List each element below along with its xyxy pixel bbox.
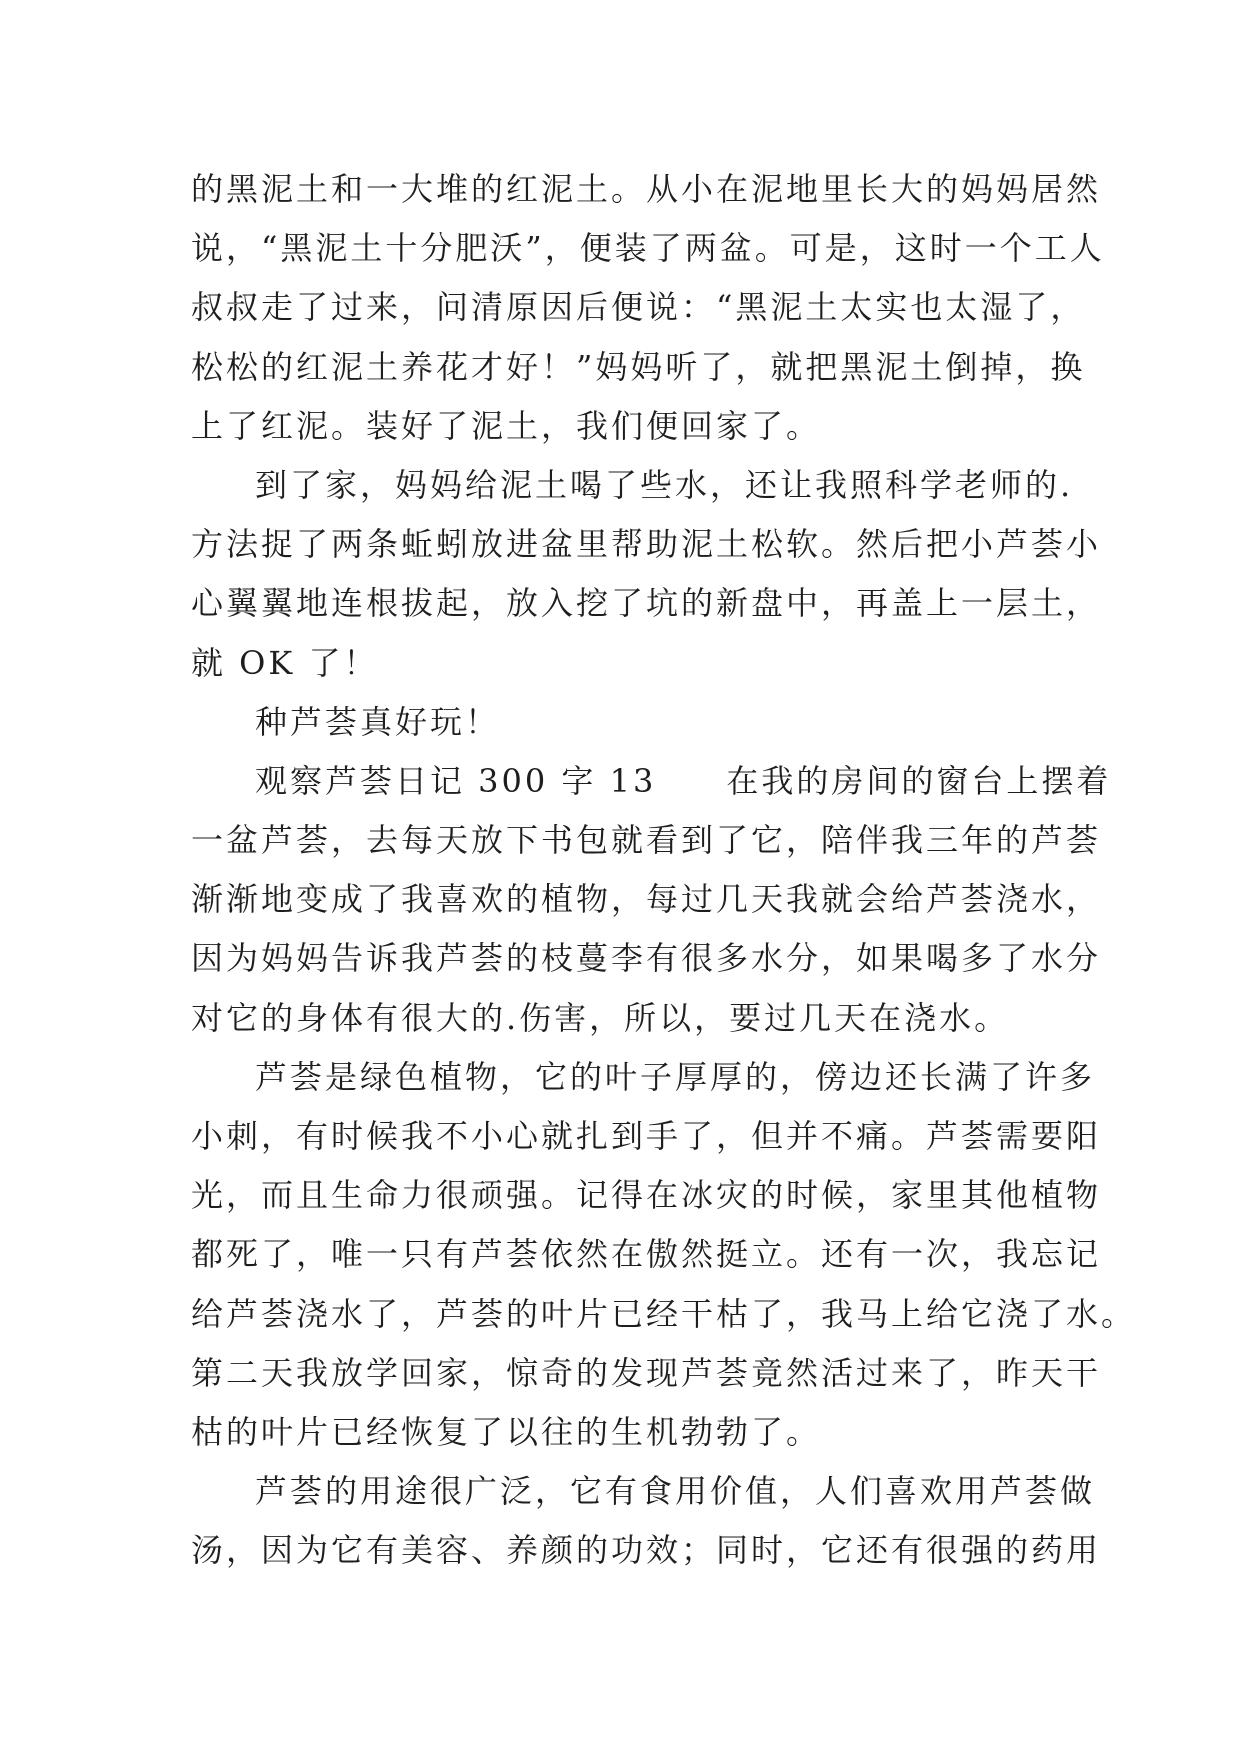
text-line: 说，“黑泥土十分肥沃”，便装了两盆。可是，这时一个工人 [191, 229, 1105, 268]
text-line: 上了红泥。装好了泥土，我们便回家了。 [191, 406, 822, 445]
text-line: 的黑泥土和一大堆的红泥土。从小在泥地里长大的妈妈居然 [191, 170, 1102, 208]
text-line: 松松的红泥土养花才好！”妈妈听了，就把黑泥土倒掉，换 [191, 347, 1086, 386]
text-line: 方法捉了两条蚯蚓放进盆里帮助泥土松软。然后把小芦荟小 [191, 525, 1102, 564]
text-line: 因为妈妈告诉我芦荟的枝蔓李有很多水分，如果喝多了水分 [191, 939, 1102, 978]
text-line: 芦荟的用途很广泛，它有食用价值，人们喜欢用芦荟做 [255, 1472, 1096, 1511]
text-line: 第二天我放学回家，惊奇的发现芦荟竟然活过来了，昨天干 [191, 1353, 1102, 1392]
text-line: 汤，因为它有美容、养颜的功效；同时，它还有很强的药用 [191, 1531, 1102, 1570]
document-body [191, 160, 1137, 1581]
text-line: 小刺，有时候我不小心就扎到手了，但并不痛。芦荟需要阳 [191, 1117, 1102, 1155]
text-line: 心翼翼地连根拔起，放入挖了坑的新盘中，再盖上一层土， [191, 584, 1102, 623]
text-line: 就 OK 了！ [191, 643, 379, 682]
text-line: 光，而且生命力很顽强。记得在冰灾的时候，家里其他植物 [191, 1176, 1102, 1215]
text-line: 叔叔走了过来，问清原因后便说：“黑泥土太实也太湿了， [191, 288, 1086, 327]
text-line: 渐渐地变成了我喜欢的植物，每过几天我就会给芦荟浇水， [191, 880, 1102, 919]
text-line: 观察芦荟日记 300 字 13 在我的房间的窗台上摆着 [255, 761, 1112, 800]
text-line: 芦荟是绿色植物，它的叶子厚厚的，傍边还长满了许多 [255, 1057, 1096, 1096]
text-line: 都死了，唯一只有芦荟依然在傲然挺立。还有一次，我忘记 [191, 1235, 1102, 1274]
text-line: 种芦荟真好玩！ [255, 702, 501, 741]
text-line: 给芦荟浇水了，芦荟的叶片已经干枯了，我马上给它浇了水。 [191, 1294, 1137, 1333]
text-line: 一盆芦荟，去每天放下书包就看到了它，陪伴我三年的芦荟 [191, 821, 1102, 860]
text-line: 对它的身体有很大的.伤害，所以，要过几天在浇水。 [191, 998, 1010, 1037]
text-line: 到了家，妈妈给泥土喝了些水，还让我照科学老师的. [255, 465, 1074, 504]
text-line: 枯的叶片已经恢复了以往的生机勃勃了。 [191, 1412, 822, 1451]
